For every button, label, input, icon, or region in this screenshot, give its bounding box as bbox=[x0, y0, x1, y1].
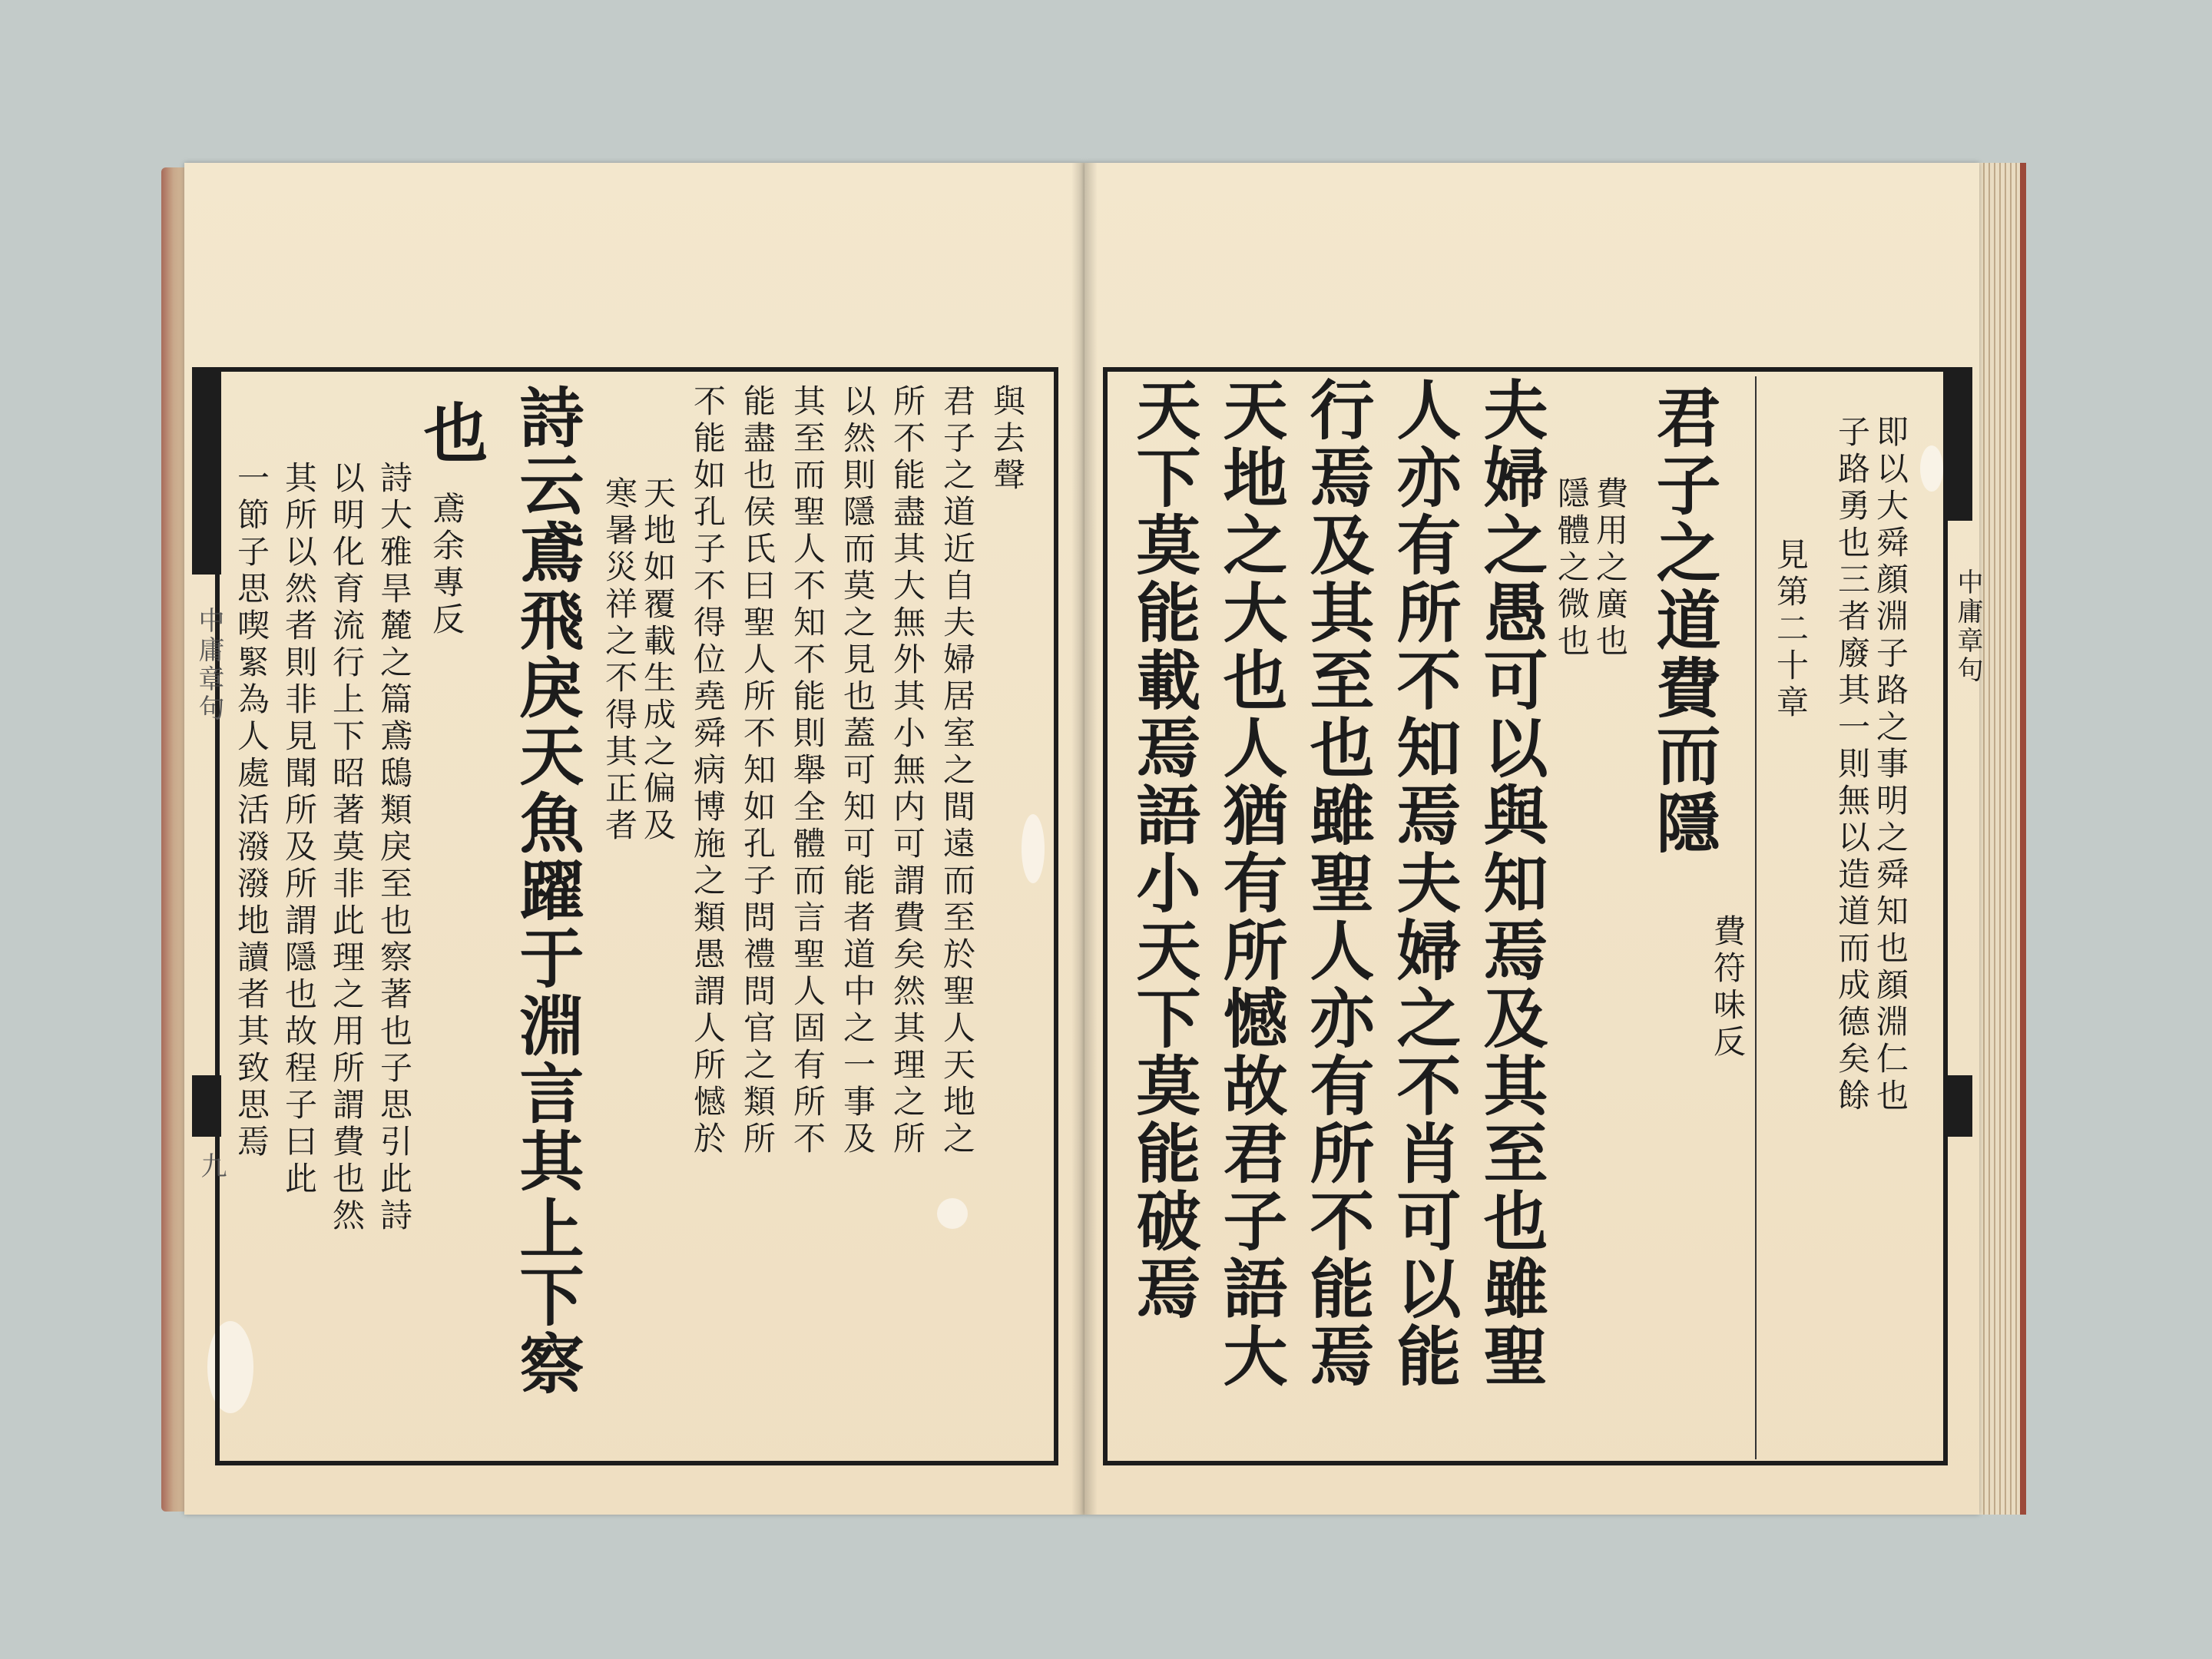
right-fishtail-mark-bottom bbox=[1943, 1075, 1972, 1137]
commentary-line: 以然則隱而莫之見也蓋可知可能者道中之一事及 bbox=[839, 384, 876, 1158]
left-margin-title: 中庸章句 bbox=[194, 607, 224, 724]
pronunciation-note: 與去聲 bbox=[988, 384, 1026, 495]
commentary-line: 所不能盡其大無外其小無内可謂費矣然其理之所 bbox=[889, 384, 926, 1158]
commentary-line: 費用之廣也 bbox=[1591, 476, 1629, 661]
folio-number: 九 bbox=[196, 1152, 227, 1181]
main-text-line: 行焉及其至也雖聖人亦有所不能焉 bbox=[1300, 376, 1376, 1390]
left-fishtail-mark-bottom bbox=[192, 1075, 221, 1137]
main-text-line: 天地之大也人猶有所憾故君子語大 bbox=[1213, 376, 1289, 1390]
commentary-line: 能盡也侯氏曰聖人所不知如孔子問禮問官之類所 bbox=[739, 384, 777, 1158]
commentary-line: 以明化育流行上下昭著莫非此理之用所謂費也然 bbox=[328, 461, 366, 1235]
column-rule bbox=[1755, 376, 1757, 1459]
main-text-line: 人亦有所不知焉夫婦之不肖可以能 bbox=[1386, 376, 1462, 1390]
left-fishtail-mark-top bbox=[192, 367, 221, 575]
right-fishtail-mark-top bbox=[1943, 367, 1972, 521]
main-text-line: 天下莫能載焉語小天下莫能破焉 bbox=[1126, 376, 1202, 1323]
chapter-note: 見第二十章 bbox=[1772, 538, 1810, 722]
commentary-line: 不能如孔子不得位堯舜病博施之類愚謂人所憾於 bbox=[689, 384, 727, 1158]
commentary-line: 其至而聖人不知不能則舉全體而言聖人固有所不 bbox=[789, 384, 826, 1158]
pronunciation-note: 費符味反 bbox=[1709, 914, 1747, 1061]
commentary-line: 隱體之微也 bbox=[1553, 476, 1591, 661]
commentary-prev-line: 子路勇也三者廢其一則無以造道而成德矣餘 bbox=[1833, 415, 1871, 1115]
commentary-line: 君子之道近自夫婦居室之間遠而至於聖人天地之 bbox=[939, 384, 976, 1158]
commentary-line: 一節子思喫緊為人處活潑潑地讀者其致思焉 bbox=[233, 461, 270, 1161]
main-text-line: 夫婦之愚可以與知焉及其至也雖聖 bbox=[1473, 376, 1549, 1390]
commentary-line: 寒暑災祥之不得其正者 bbox=[601, 476, 638, 845]
pronunciation-note: 鳶余專反 bbox=[428, 492, 465, 639]
commentary-line: 詩大雅旱麓之篇鳶鴟類戾至也察著也子思引此詩 bbox=[376, 461, 413, 1235]
book-gutter bbox=[1071, 163, 1098, 1515]
main-text-line: 詩云鳶飛戾天魚躍于淵言其上下察 bbox=[509, 384, 585, 1398]
commentary-prev-line: 即以大舜顔淵子路之事明之舜知也顔淵仁也 bbox=[1872, 415, 1909, 1115]
main-text-line: 也 bbox=[413, 399, 489, 467]
right-page-edge bbox=[1974, 163, 2026, 1515]
main-text-line: 君子之道費而隱 bbox=[1646, 384, 1722, 857]
commentary-line: 天地如覆載生成之偏及 bbox=[639, 476, 677, 845]
right-margin-title: 中庸章句 bbox=[1952, 568, 1983, 685]
commentary-line: 其所以然者則非見聞所及所謂隱也故程子曰此 bbox=[280, 461, 318, 1198]
